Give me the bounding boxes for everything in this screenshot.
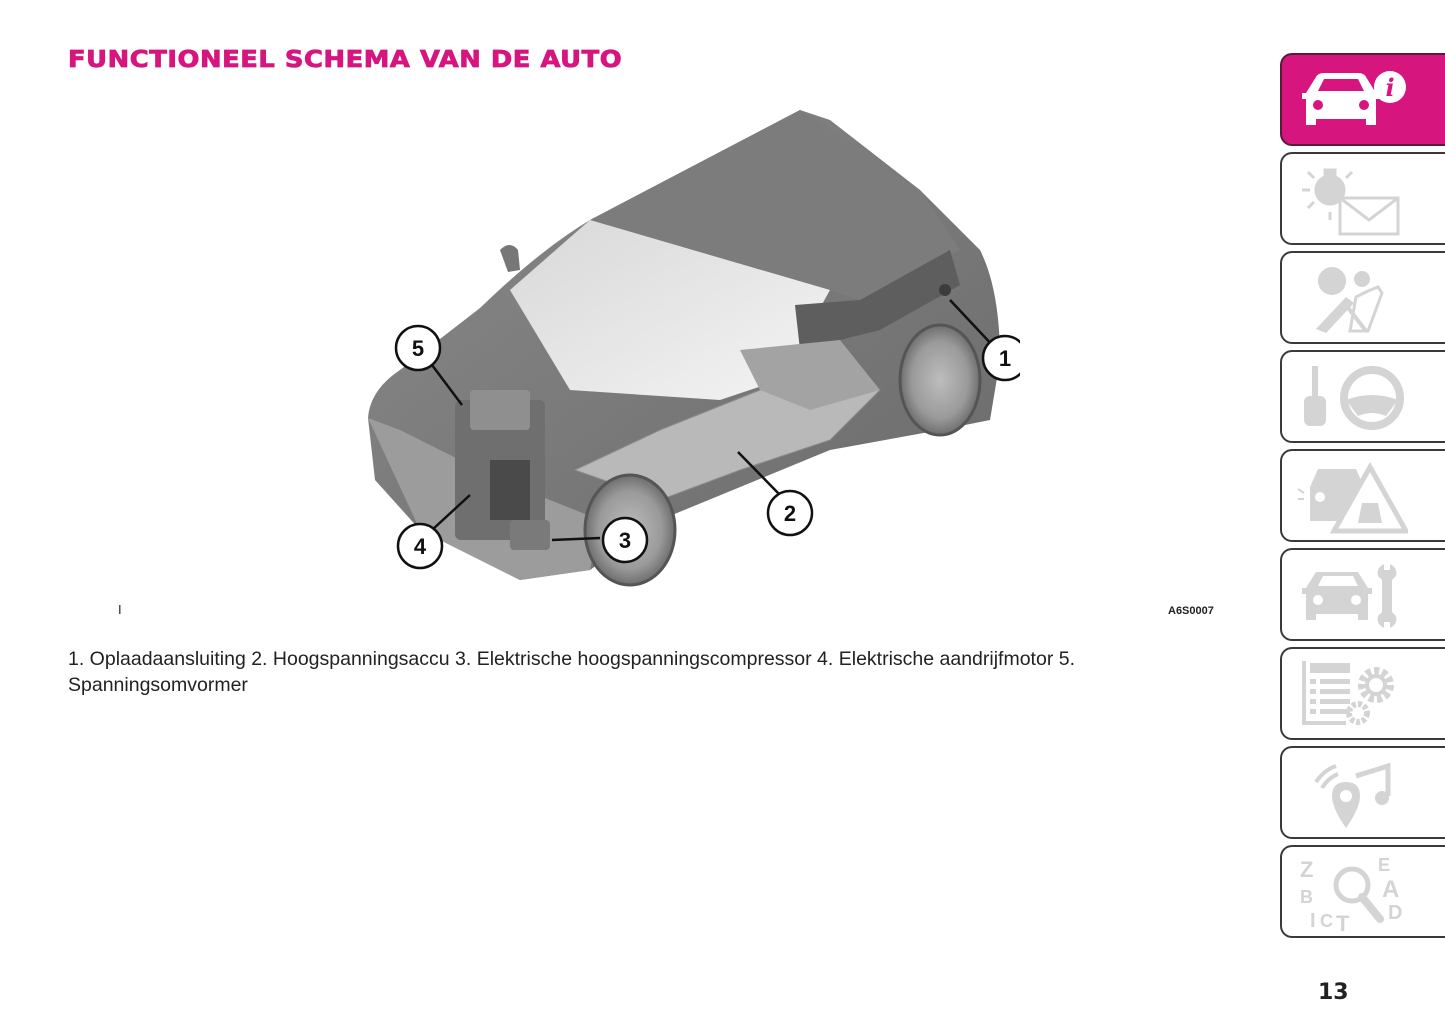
callout-2 xyxy=(768,491,812,535)
key-steering-wheel-icon xyxy=(1296,360,1408,436)
page-number: 13 xyxy=(1318,980,1349,1005)
tab-multimedia[interactable] xyxy=(1280,746,1445,839)
figure-marker: I xyxy=(118,602,122,617)
figure-code: A6S0007 xyxy=(1168,605,1214,617)
svg-text:I: I xyxy=(1310,910,1316,931)
svg-text:T: T xyxy=(1336,911,1350,931)
svg-text:3: 3 xyxy=(618,528,632,553)
car-body xyxy=(368,110,1000,585)
svg-text:C: C xyxy=(1320,911,1333,931)
svg-text:D: D xyxy=(1388,902,1403,924)
index-search-icon xyxy=(1296,855,1408,931)
figure-caption: 1. Oplaadaansluiting 2. Hoogspanningsaccu 3. Elektrische hoogspanningscompressor 4. Elektrische aandrijfmotor 5. Spanningsomvormer xyxy=(68,648,1075,696)
page-title: FUNCTIONEEL SCHEMA VAN DE AUTO xyxy=(68,47,623,73)
tab-car-info[interactable] xyxy=(1280,53,1445,146)
list-gears-icon xyxy=(1296,657,1408,733)
car-warning-triangle-icon xyxy=(1296,459,1408,535)
airbag-seat-icon xyxy=(1296,261,1408,337)
callout-3 xyxy=(603,518,647,562)
callout-5 xyxy=(396,326,440,370)
tab-maintenance[interactable] xyxy=(1280,548,1445,641)
tab-technical-data[interactable] xyxy=(1280,647,1445,740)
svg-text:4: 4 xyxy=(413,534,427,559)
car-wrench-icon xyxy=(1296,558,1408,634)
multimedia-music-icon xyxy=(1296,756,1408,832)
svg-text:B: B xyxy=(1300,887,1313,907)
callout-1 xyxy=(983,336,1020,380)
svg-text:1: 1 xyxy=(998,346,1012,371)
tab-index[interactable] xyxy=(1280,845,1445,938)
svg-text:2: 2 xyxy=(783,501,797,526)
svg-text:i: i xyxy=(1385,73,1395,102)
tab-emergency[interactable] xyxy=(1280,449,1445,542)
motor-assembly xyxy=(455,390,550,550)
car-info-icon xyxy=(1296,63,1408,139)
callout-4 xyxy=(398,524,442,568)
svg-text:E: E xyxy=(1378,855,1391,875)
tab-safety[interactable] xyxy=(1280,251,1445,344)
warning-light-message-icon xyxy=(1296,162,1408,238)
svg-text:5: 5 xyxy=(411,336,425,361)
car-functional-diagram xyxy=(360,100,1020,590)
tab-lights-messages[interactable] xyxy=(1280,152,1445,245)
svg-text:A: A xyxy=(1382,876,1400,903)
svg-text:Z: Z xyxy=(1300,857,1314,882)
tab-starting-driving[interactable] xyxy=(1280,350,1445,443)
